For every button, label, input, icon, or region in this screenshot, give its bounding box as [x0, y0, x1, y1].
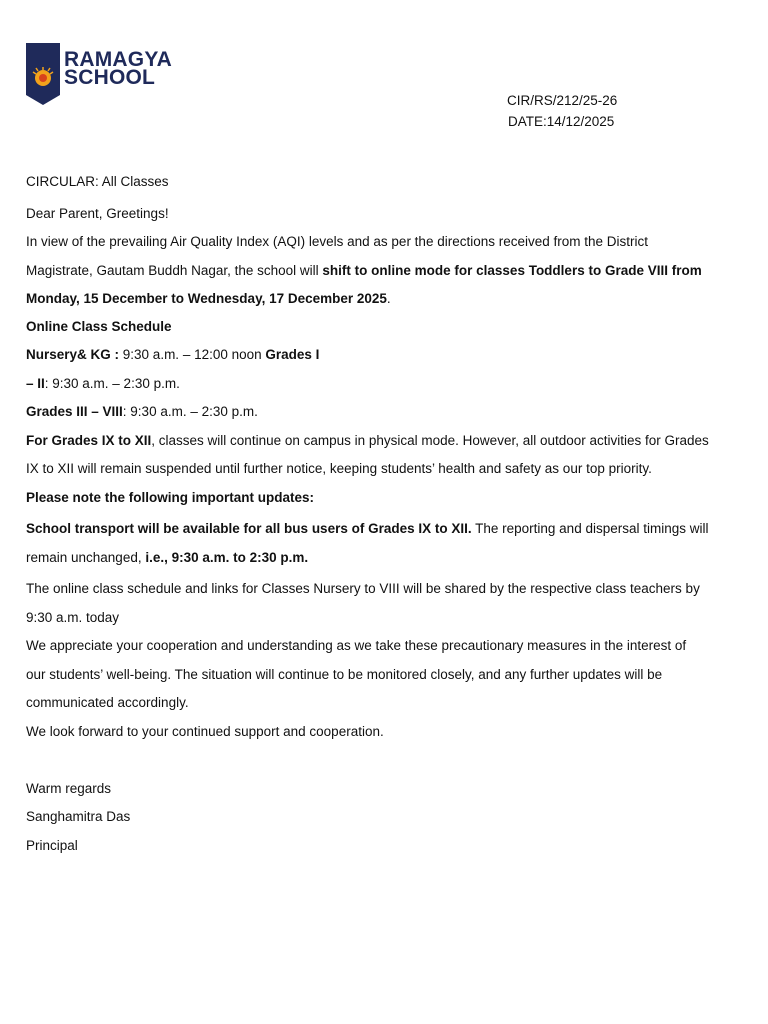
schedule-row-3: Grades III – VIII: 9:30 a.m. – 2:30 p.m. — [26, 404, 258, 419]
signoff-regards: Warm regards — [26, 781, 112, 796]
paragraph-3-line-1: The online class schedule and links for Classes Nursery to VIII will be shared by the respective class teachers by — [26, 581, 700, 596]
paragraph-4-line-2: our students’ well-being. The situation will continue to be monitored closely, and any further updates will be — [26, 667, 663, 682]
greeting: Dear Parent, Greetings! — [26, 206, 169, 221]
paragraph-2-line-1: For Grades IX to XII, classes will continue on campus in physical mode. However, all outdoor activities for Grades — [26, 433, 709, 448]
paragraph-2-line-2: IX to XII will remain suspended until further notice, keeping students’ health and safety as our top priority. — [26, 461, 652, 476]
logo-word-ramagya: RAMAGYA — [64, 48, 172, 71]
paragraph-1-line-3: Monday, 15 December to Wednesday, 17 December 2025. — [26, 291, 391, 306]
paragraph-4-line-3: communicated accordingly. — [26, 695, 189, 710]
circular-number: CIR/RS/212/25-26 — [507, 93, 618, 108]
paragraph-5: We look forward to your continued support and cooperation. — [26, 724, 384, 739]
logo-word-school: SCHOOL — [64, 66, 156, 89]
circular-date: DATE:14/12/2025 — [508, 114, 615, 129]
paragraph-3-line-2: 9:30 a.m. today — [26, 610, 120, 625]
schedule-row-1: Nursery& KG : 9:30 a.m. – 12:00 noon Grades I — [26, 347, 320, 362]
schedule-row-2: – II: 9:30 a.m. – 2:30 p.m. — [26, 376, 180, 391]
updates-heading: Please note the following important updates: — [26, 490, 315, 505]
updates-line-1: School transport will be available for all bus users of Grades IX to XII. The reporting and dispersal timings will — [26, 521, 709, 536]
updates-line-2: remain unchanged, i.e., 9:30 a.m. to 2:30 p.m. — [26, 550, 309, 565]
circular-title: CIRCULAR: All Classes — [26, 174, 169, 189]
school-logo — [26, 43, 196, 105]
paragraph-1-line-2: Magistrate, Gautam Buddh Nagar, the school will shift to online mode for classes Toddlers to Grade VIII from — [26, 263, 702, 278]
signoff-title: Principal — [26, 838, 78, 853]
schedule-heading: Online Class Schedule — [26, 319, 172, 334]
shield-emblem-icon — [26, 43, 62, 105]
paragraph-1-line-1: In view of the prevailing Air Quality Index (AQI) levels and as per the directions received from the District — [26, 234, 649, 249]
paragraph-4-line-1: We appreciate your cooperation and understanding as we take these precautionary measures in the interest of — [26, 638, 687, 653]
signoff-name: Sanghamitra Das — [26, 809, 131, 824]
